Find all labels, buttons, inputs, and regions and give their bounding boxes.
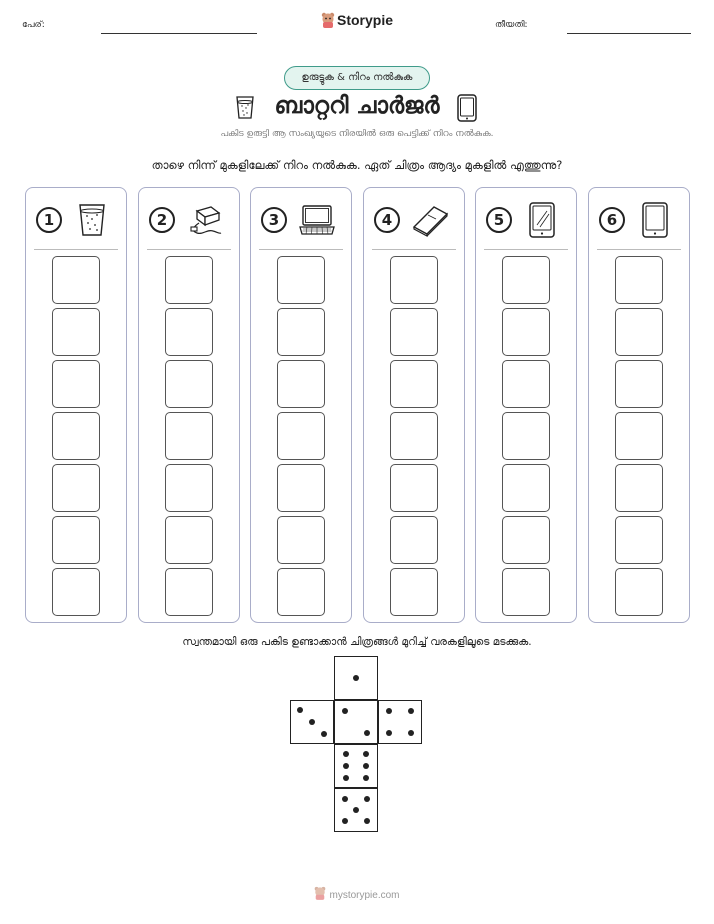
- color-box[interactable]: [615, 516, 663, 564]
- pip: [364, 796, 370, 802]
- color-box[interactable]: [165, 464, 213, 512]
- column-divider: [34, 249, 118, 250]
- color-box[interactable]: [52, 308, 100, 356]
- color-box[interactable]: [52, 360, 100, 408]
- dice-face-four: [378, 700, 422, 744]
- bear-logo-icon: [321, 12, 335, 28]
- date-field[interactable]: [567, 33, 691, 34]
- tablet-icon: [456, 94, 478, 122]
- color-box[interactable]: [277, 412, 325, 460]
- color-box[interactable]: [615, 412, 663, 460]
- notebook-icon: [410, 201, 450, 239]
- column-1: [25, 187, 127, 623]
- activity-tag: ഉരുട്ടുക & നിറം നൽകുക: [284, 66, 430, 90]
- name-field[interactable]: [101, 33, 257, 34]
- pip: [386, 730, 392, 736]
- color-box[interactable]: [390, 360, 438, 408]
- page-title: ബാറ്ററി ചാർജർ: [274, 93, 440, 119]
- color-box[interactable]: [390, 412, 438, 460]
- pip: [363, 775, 369, 781]
- color-box[interactable]: [502, 412, 550, 460]
- tablet-icon: [522, 201, 562, 239]
- column-number: 5: [486, 207, 512, 233]
- color-box[interactable]: [502, 256, 550, 304]
- pip: [408, 730, 414, 736]
- column-number: 6: [599, 207, 625, 233]
- pip: [353, 807, 359, 813]
- pip: [364, 730, 370, 736]
- instruction: താഴെ നിന്ന് മുകളിലേക്ക് നിറം നൽകുക. ഏത് ചിത്രം ആദ്യം മുകളിൽ എത്തുന്നു?: [151, 158, 563, 172]
- dice-net: [290, 656, 424, 834]
- color-box[interactable]: [390, 516, 438, 564]
- laptop-icon: [297, 201, 337, 239]
- pip: [364, 818, 370, 824]
- bear-logo-icon: [314, 886, 326, 900]
- color-box[interactable]: [502, 516, 550, 564]
- color-box[interactable]: [390, 464, 438, 512]
- color-box[interactable]: [390, 568, 438, 616]
- column-divider: [259, 249, 343, 250]
- column-3: [250, 187, 352, 623]
- color-box[interactable]: [277, 464, 325, 512]
- pip: [343, 763, 349, 769]
- column-divider: [372, 249, 456, 250]
- color-box[interactable]: [615, 568, 663, 616]
- color-box[interactable]: [165, 360, 213, 408]
- pip: [408, 708, 414, 714]
- brand-logo: [0, 12, 714, 28]
- dice-instruction: സ്വന്തമായി ഒരു പകിട ഉണ്ടാക്കാൻ ചിത്രങ്ങൾ മുറിച്ച് വരകളിലൂടെ മടക്കുക.: [182, 636, 532, 648]
- column-4: [363, 187, 465, 623]
- color-box[interactable]: [390, 308, 438, 356]
- pip: [342, 708, 348, 714]
- brand-name: Storypie: [336, 12, 393, 28]
- pip: [343, 775, 349, 781]
- dice-face-three: [290, 700, 334, 744]
- color-box[interactable]: [165, 516, 213, 564]
- name-label: പേര്:: [22, 20, 45, 30]
- footer: [0, 886, 714, 901]
- color-box[interactable]: [277, 516, 325, 564]
- color-box[interactable]: [52, 516, 100, 564]
- color-box[interactable]: [52, 568, 100, 616]
- pip: [321, 731, 327, 737]
- color-box[interactable]: [277, 360, 325, 408]
- column-divider: [484, 249, 568, 250]
- dice-face-one: [334, 656, 378, 700]
- dice-face-two: [334, 700, 378, 744]
- dice-face-six: [334, 744, 378, 788]
- color-box[interactable]: [165, 308, 213, 356]
- footer-url[interactable]: mystorypie.com: [329, 890, 400, 901]
- pip: [342, 796, 348, 802]
- color-box[interactable]: [52, 464, 100, 512]
- date-label: തീയതി:: [495, 20, 528, 30]
- column-number: 3: [261, 207, 287, 233]
- color-box[interactable]: [52, 256, 100, 304]
- column-number: 4: [374, 207, 400, 233]
- color-box[interactable]: [277, 256, 325, 304]
- color-box[interactable]: [165, 568, 213, 616]
- pip: [363, 763, 369, 769]
- column-6: [588, 187, 690, 623]
- color-box[interactable]: [615, 308, 663, 356]
- pip: [342, 818, 348, 824]
- column-2: [138, 187, 240, 623]
- tablet-icon: [635, 201, 675, 239]
- color-box[interactable]: [52, 412, 100, 460]
- pip: [309, 719, 315, 725]
- pip: [353, 675, 359, 681]
- color-box[interactable]: [390, 256, 438, 304]
- column-number: 1: [36, 207, 62, 233]
- color-box[interactable]: [277, 308, 325, 356]
- color-box[interactable]: [502, 568, 550, 616]
- color-box[interactable]: [502, 308, 550, 356]
- subtitle: പകിട ഉരുട്ടി ആ സംഖ്യയുടെ നിരയിൽ ഒരു പെട്ടിക്ക് നിറം നൽകുക.: [220, 129, 494, 139]
- color-box[interactable]: [615, 360, 663, 408]
- column-5: [475, 187, 577, 623]
- color-box[interactable]: [615, 464, 663, 512]
- column-divider: [147, 249, 231, 250]
- color-box[interactable]: [502, 360, 550, 408]
- pip: [363, 751, 369, 757]
- color-box[interactable]: [165, 412, 213, 460]
- color-box[interactable]: [165, 256, 213, 304]
- color-box[interactable]: [502, 464, 550, 512]
- pip: [386, 708, 392, 714]
- charger-icon: [185, 201, 225, 239]
- pip: [297, 707, 303, 713]
- column-number: 2: [149, 207, 175, 233]
- pip: [343, 751, 349, 757]
- color-box[interactable]: [277, 568, 325, 616]
- dice-face-five: [334, 788, 378, 832]
- column-divider: [597, 249, 681, 250]
- color-box[interactable]: [615, 256, 663, 304]
- glass-icon: [72, 201, 112, 239]
